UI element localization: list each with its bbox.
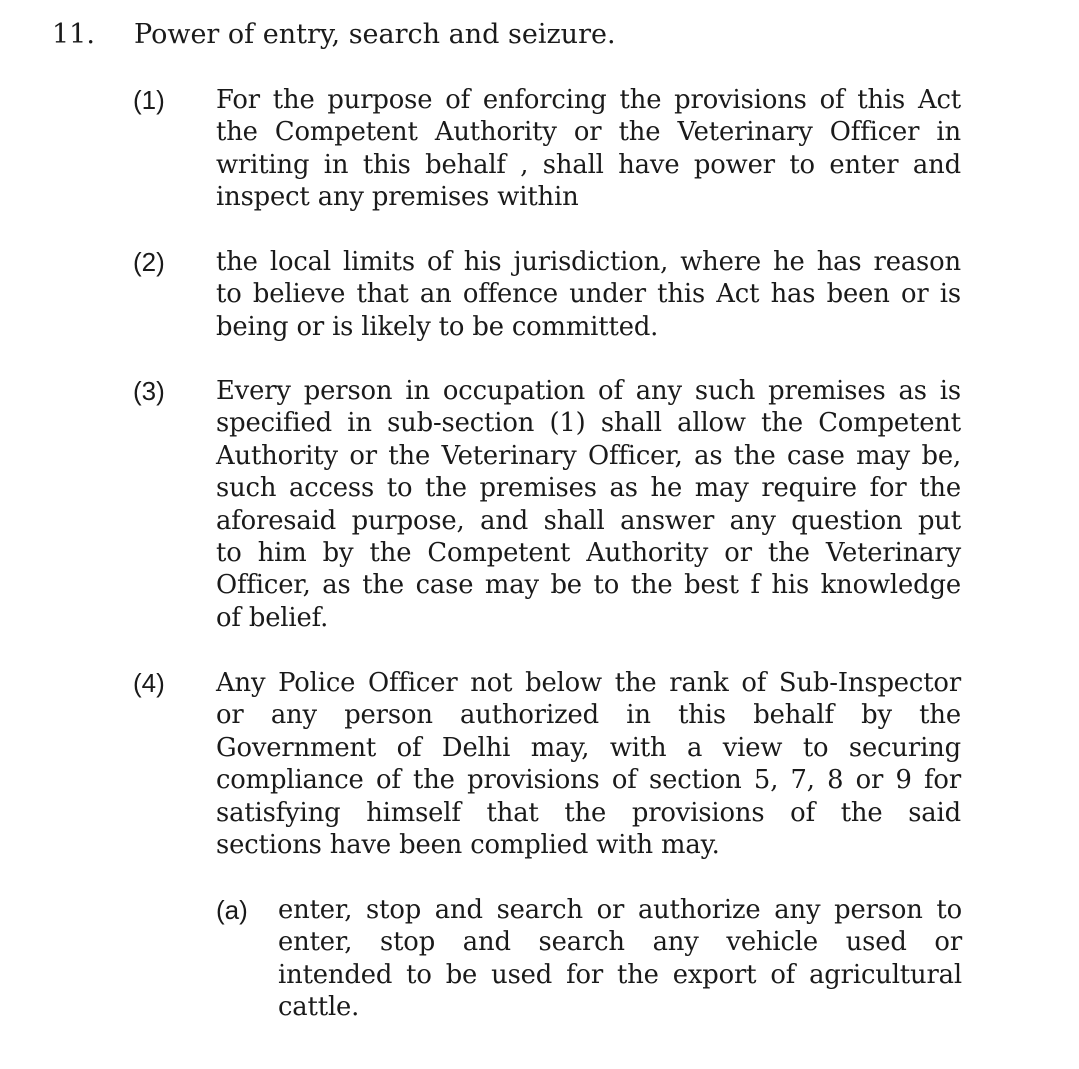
clause-line: aforesaid purpose, and shall answer any question put bbox=[216, 505, 961, 536]
clause-text bbox=[216, 375, 961, 634]
clause-line: satisfying himself that the provisions of the said bbox=[216, 797, 961, 828]
clause-line: Officer, as the case may be to the best f his knowledge bbox=[216, 570, 961, 601]
section-number: 11. bbox=[52, 19, 95, 50]
clause-text bbox=[216, 667, 961, 861]
clause-text bbox=[216, 246, 961, 343]
clause-number: (1) bbox=[133, 85, 165, 115]
clause-line: enter, stop and search or authorize any person to bbox=[278, 895, 962, 925]
clause-text bbox=[216, 84, 961, 214]
clause-line: Every person in occupation of any such premises as is bbox=[216, 376, 961, 406]
clause-line: being or is likely to be committed. bbox=[216, 311, 659, 342]
clause-line: inspect any premises within bbox=[216, 182, 579, 213]
section-title: Power of entry, search and seizure. bbox=[134, 19, 616, 50]
clause-line: sections have been complied with may. bbox=[216, 830, 720, 861]
clause-number: (2) bbox=[133, 247, 165, 277]
clause-line: or any person authorized in this behalf by the bbox=[216, 700, 961, 731]
clause-number: (4) bbox=[133, 668, 165, 698]
subclause-text bbox=[278, 894, 962, 1024]
clause-line: to believe that an offence under this Act has been or is bbox=[216, 279, 961, 310]
clause-line: specified in sub-section (1) shall allow the Competent bbox=[216, 408, 961, 439]
clause-line: cattle. bbox=[278, 992, 360, 1023]
clause-line: compliance of the provisions of section 5, 7, 8 or 9 for bbox=[216, 765, 961, 796]
clause-line: the local limits of his jurisdiction, where he has reason bbox=[216, 247, 961, 277]
clause-line: For the purpose of enforcing the provisions of this Act bbox=[216, 85, 961, 115]
clause-number: (3) bbox=[133, 376, 165, 406]
clause-line: writing in this behalf , shall have power to enter and bbox=[216, 149, 961, 180]
clause-line: intended to be used for the export of agricultural bbox=[278, 959, 962, 990]
clause-line: the Competent Authority or the Veterinary Officer in bbox=[216, 117, 961, 148]
clause-line: enter, stop and search any vehicle used or bbox=[278, 927, 962, 958]
subclause-number: (a) bbox=[216, 895, 248, 925]
clause-line: Government of Delhi may, with a view to securing bbox=[216, 732, 961, 763]
clause-line: Authority or the Veterinary Officer, as the case may be, bbox=[216, 440, 961, 471]
clause-line: of belief. bbox=[216, 602, 329, 633]
clause-line: Any Police Officer not below the rank of Sub-Inspector bbox=[216, 668, 961, 698]
section-heading bbox=[52, 18, 616, 52]
clause-line: such access to the premises as he may require for the bbox=[216, 473, 961, 504]
clause-line: to him by the Competent Authority or the Veterinary bbox=[216, 538, 961, 569]
